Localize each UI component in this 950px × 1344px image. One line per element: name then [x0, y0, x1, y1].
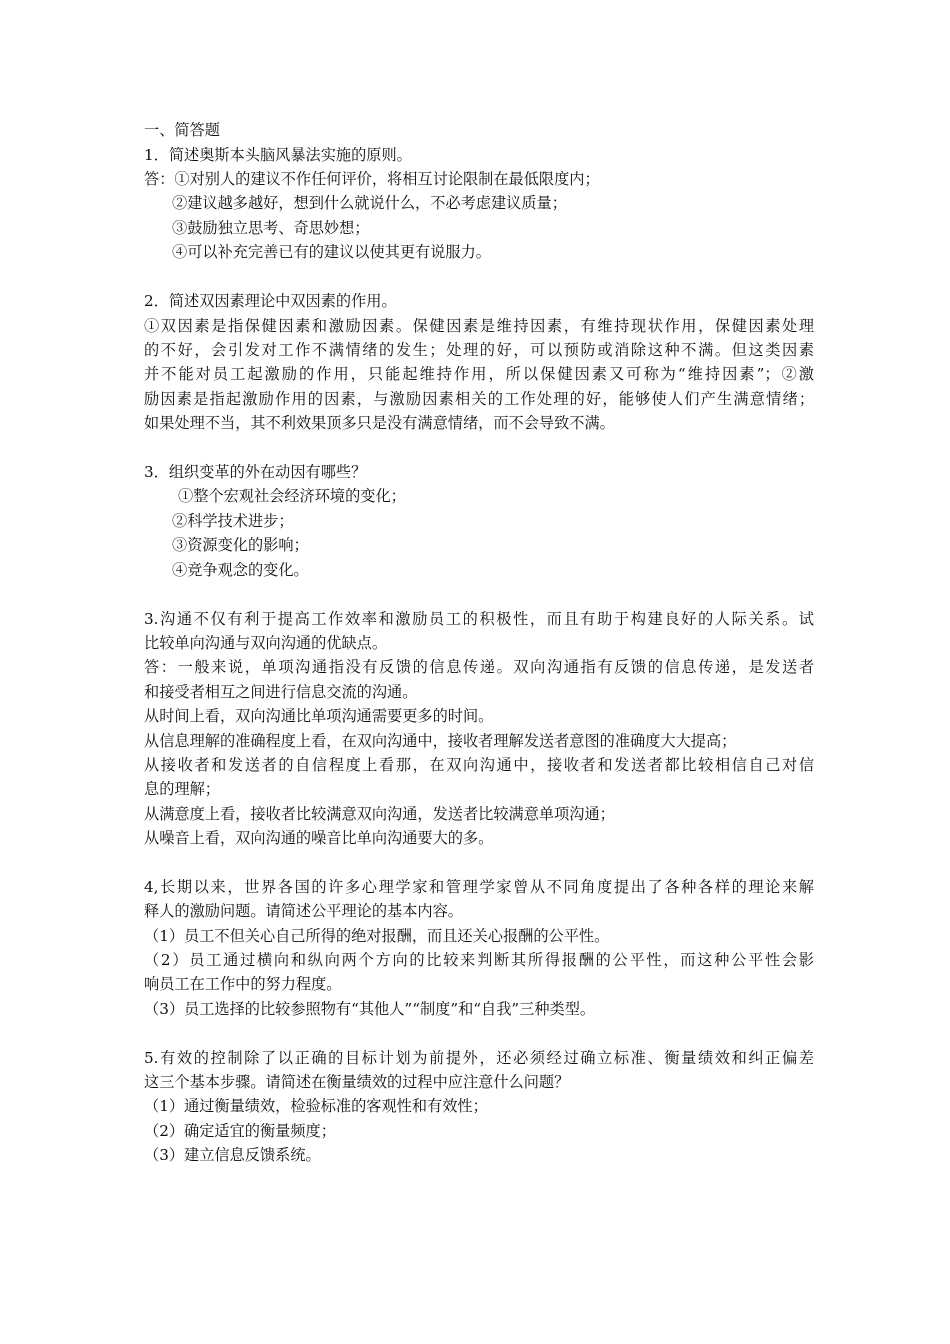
section-heading: 一、简答题 [144, 121, 220, 139]
answer-line: （2）确定适宜的衡量频度； [144, 1122, 336, 1140]
answer-line: 从噪音上看，双向沟通的噪音比单向沟通要大的多。 [144, 829, 494, 847]
question-3b-cont: 比较单向沟通与双向沟通的优缺点。 [144, 634, 387, 652]
answer-line: 从接收者和发送者的自信程度上看那，在双向沟通中，接收者和发送者都比较相信自己对信 [144, 756, 814, 774]
answer-line: 并不能对员工起激励的作用，只能起维持作用，所以保健因素又可称为“维持因素”；②激 [144, 365, 814, 383]
answer-line: ②建议越多越好，想到什么就说什么，不必考虑建议质量； [172, 194, 567, 212]
question-5: 5.有效的控制除了以正确的目标计划为前提外，还必须经过确立标准、衡量绩效和纠正偏差 [144, 1049, 814, 1067]
answer-line: 如果处理不当，其不利效果顶多只是没有满意情绪，而不会导致不满。 [144, 414, 615, 432]
answer-line: （2）员工通过横向和纵向两个方向的比较来判断其所得报酬的公平性，而这种公平性会影 [144, 951, 814, 969]
answer-line: ①双因素是指保健因素和激励因素。保健因素是维持因素，有维持现状作用，保健因素处理 [144, 317, 814, 335]
answer-line: （1）员工不但关心自己所得的绝对报酬，而且还关心报酬的公平性。 [144, 927, 610, 945]
answer-line: 答：①对别人的建议不作任何评价，将相互讨论限制在最低限度内； [144, 170, 600, 188]
answer-line: 的不好，会引发对工作不满情绪的发生；处理的好，可以预防或消除这种不满。但这类因素 [144, 341, 814, 359]
answer-line: 和接受者相互之间进行信息交流的沟通。 [144, 683, 418, 701]
answer-line: 励因素是指起激励作用的因素，与激励因素相关的工作处理的好，能够使人们产生满意情绪； [144, 390, 814, 408]
question-5-cont: 这三个基本步骤。请简述在衡量绩效的过程中应注意什么问题？ [144, 1073, 570, 1091]
answer-line: ④可以补充完善已有的建议以使其更有说服力。 [172, 243, 491, 261]
question-2: 2．简述双因素理论中双因素的作用。 [144, 292, 397, 310]
answer-line: ③资源变化的影响； [172, 536, 309, 554]
answer-line: 响员工在工作中的努力程度。 [144, 975, 342, 993]
answer-line: 从满意度上看，接收者比较满意双向沟通，发送者比较满意单项沟通； [144, 805, 615, 823]
answer-line: ④竞争观念的变化。 [172, 561, 309, 579]
question-3: 3．组织变革的外在动因有哪些？ [144, 463, 367, 481]
question-1: 1．简述奥斯本头脑风暴法实施的原则。 [144, 146, 412, 164]
question-4-cont: 释人的激励问题。请简述公平理论的基本内容。 [144, 902, 463, 920]
answer-line: ②科学技术进步； [172, 512, 294, 530]
answer-line: ③鼓励独立思考、奇思妙想； [172, 219, 370, 237]
question-4: 4,长期以来，世界各国的许多心理学家和管理学家曾从不同角度提出了各种各样的理论来解 [144, 878, 814, 896]
answer-line: （1）通过衡量绩效，检验标准的客观性和有效性； [144, 1097, 488, 1115]
answer-line: 答：一般来说，单项沟通指没有反馈的信息传递。双向沟通指有反馈的信息传递，是发送者 [144, 658, 814, 676]
question-3b: 3.沟通不仅有利于提高工作效率和激励员工的积极性，而且有助于构建良好的人际关系。试 [144, 610, 814, 628]
answer-line: 从时间上看，双向沟通比单项沟通需要更多的时间。 [144, 707, 494, 725]
answer-line: （3）员工选择的比较参照物有“其他人”“制度”和“自我”三种类型。 [144, 1000, 596, 1018]
answer-line: 从信息理解的准确程度上看，在双向沟通中，接收者理解发送者意图的准确度大大提高； [144, 732, 737, 750]
answer-line: 息的理解； [144, 780, 220, 798]
answer-line: （3）建立信息反馈系统。 [144, 1146, 321, 1164]
answer-line: ①整个宏观社会经济环境的变化； [178, 487, 406, 505]
